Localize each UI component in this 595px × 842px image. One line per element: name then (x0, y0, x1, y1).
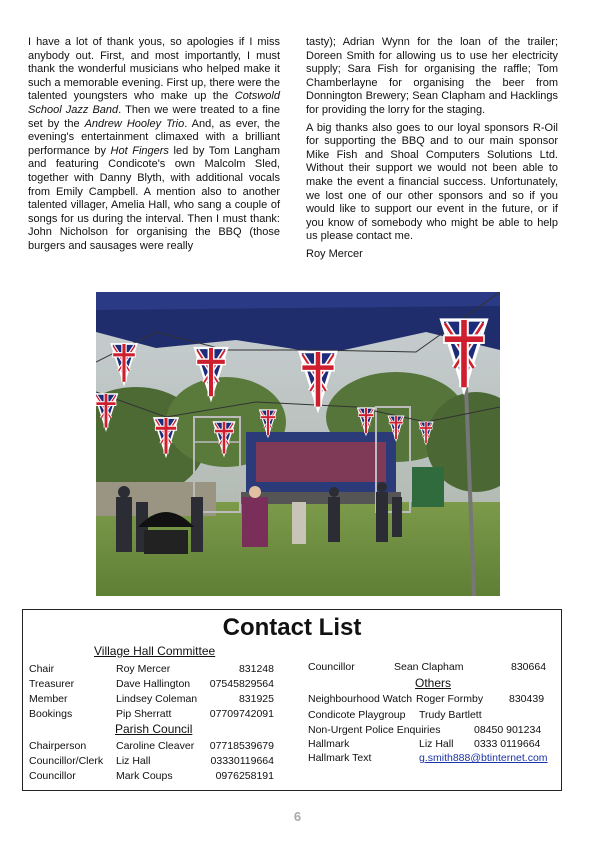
contact-role: Member (29, 693, 68, 705)
contact-row (29, 693, 274, 707)
contact-name: Trudy Bartlett (419, 709, 482, 721)
contact-phone: 07718539679 (209, 740, 274, 752)
contact-role: Chair (29, 663, 55, 675)
contact-name: Liz Hall (419, 738, 454, 750)
article-left-column (28, 36, 280, 258)
contact-role: Councillor (308, 661, 355, 673)
text-run: . Then we were treated to a fine set by the (28, 103, 280, 130)
contact-role: Neighbourhood Watch (308, 693, 413, 705)
contact-role: Councillor (29, 770, 76, 782)
contact-row (308, 724, 558, 738)
italic-name: Hot Fingers (110, 144, 169, 157)
contact-name: Liz Hall (116, 755, 151, 767)
contact-row (308, 693, 558, 707)
contact-row (29, 770, 274, 784)
contact-phone: 0333 0119664 (474, 738, 541, 750)
contact-phone: 831925 (238, 693, 274, 705)
contact-name: Caroline Cleaver (116, 740, 195, 752)
contact-name: Roger Formby (416, 693, 484, 705)
contact-row (29, 708, 274, 722)
email-link[interactable]: g.smith888@btinternet.com (419, 752, 548, 764)
article-signature: Roy Mercer (306, 247, 363, 260)
page-number: 6 (293, 809, 302, 824)
contact-name: Mark Coups (116, 770, 173, 782)
parish-council-heading: Parish Council (115, 722, 193, 736)
contact-row (308, 709, 558, 723)
contact-row (308, 661, 558, 675)
text-run: I have a lot of thank yous, so apologies if I miss anybody out. First, and most importantly, I must thank the wonderful musicians who helped make it such a memorable evening. First up, there were the talented youngsters who make up the (28, 36, 280, 103)
contact-phone: 08450 901234 (474, 724, 542, 736)
contact-phone: 830439 (509, 693, 545, 705)
contact-role: Non-Urgent Police Enquiries (308, 724, 441, 736)
contact-name: Pip Sherratt (116, 708, 172, 720)
contact-role: Bookings (29, 708, 73, 720)
contact-phone: 07709742091 (209, 708, 274, 720)
contact-row (308, 738, 558, 752)
contact-row (29, 755, 274, 769)
contact-name: Sean Clapham (394, 661, 464, 673)
contact-phone: 831248 (238, 663, 274, 675)
contact-name: Dave Hallington (116, 678, 191, 690)
article-paragraph: tasty); Adrian Wynn for the loan of the trailer; Doreen Smith for allowing us to use her electricity supply; Sara Fish for organising the raffle; Tom Chamberlayne for organising the beer from Donnington Brewery; Sean Clapham and Hacklings for providing the lorry for the staging. (306, 36, 558, 116)
event-photo (96, 292, 500, 596)
contact-row (29, 663, 274, 677)
contact-phone: 03330119664 (210, 755, 274, 767)
italic-name: Andrew Hooley Trio (84, 117, 185, 130)
contact-row (308, 752, 558, 766)
article-paragraph: A big thanks also goes to our loyal sponsors R-Oil for supporting the BBQ and to our main sponsor Mike Fish and Shoal Computers Solutions Ltd. Without their support we would not been able to make the event a financial success. Unfortunately, we lost one of our other sponsors and so if you would like to support our event in the future, or if you know of somebody who might be able to help us please contact me. (306, 121, 558, 243)
contact-list-box (22, 609, 562, 791)
text-run: led by Tom Langham and featuring Condicote's own Malcolm Sled, together with Danny Blyth, with additional vocals from Emily Campbell. A mention also to another talented villager, Amelia Hall, who sang a couple of songs for us during the interval. Then I must thank: John Nicholson for organising the BBQ (those burgers and sausages were really (28, 144, 280, 252)
contact-role: Councillor/Clerk (29, 755, 104, 767)
contact-role: Treasurer (29, 678, 75, 690)
contact-name: Roy Mercer (116, 663, 171, 675)
article-right-column (306, 36, 558, 266)
village-hall-committee-heading: Village Hall Committee (94, 644, 216, 658)
contact-phone: 07545829564 (209, 678, 274, 690)
contact-name: Lindsey Coleman (116, 693, 198, 705)
contact-row (29, 678, 274, 692)
contact-row (29, 740, 274, 754)
contact-role: Condicote Playgroup (308, 709, 406, 721)
others-heading: Others (415, 676, 452, 690)
event-photo-illustration (96, 292, 500, 596)
contact-list-title: Contact List (222, 614, 362, 641)
text-run: . And, as ever, the evening's entertainment climaxed with a brilliant performance by (28, 117, 281, 157)
contact-role: Chairperson (29, 740, 87, 752)
contact-role: Hallmark (308, 738, 350, 750)
article-paragraph (28, 36, 280, 254)
contact-role: Hallmark Text (308, 752, 372, 764)
italic-name: Cotswold School Jazz Band (28, 90, 280, 116)
contact-phone: 830664 (511, 661, 547, 673)
contact-phone: 0976258191 (215, 770, 274, 782)
